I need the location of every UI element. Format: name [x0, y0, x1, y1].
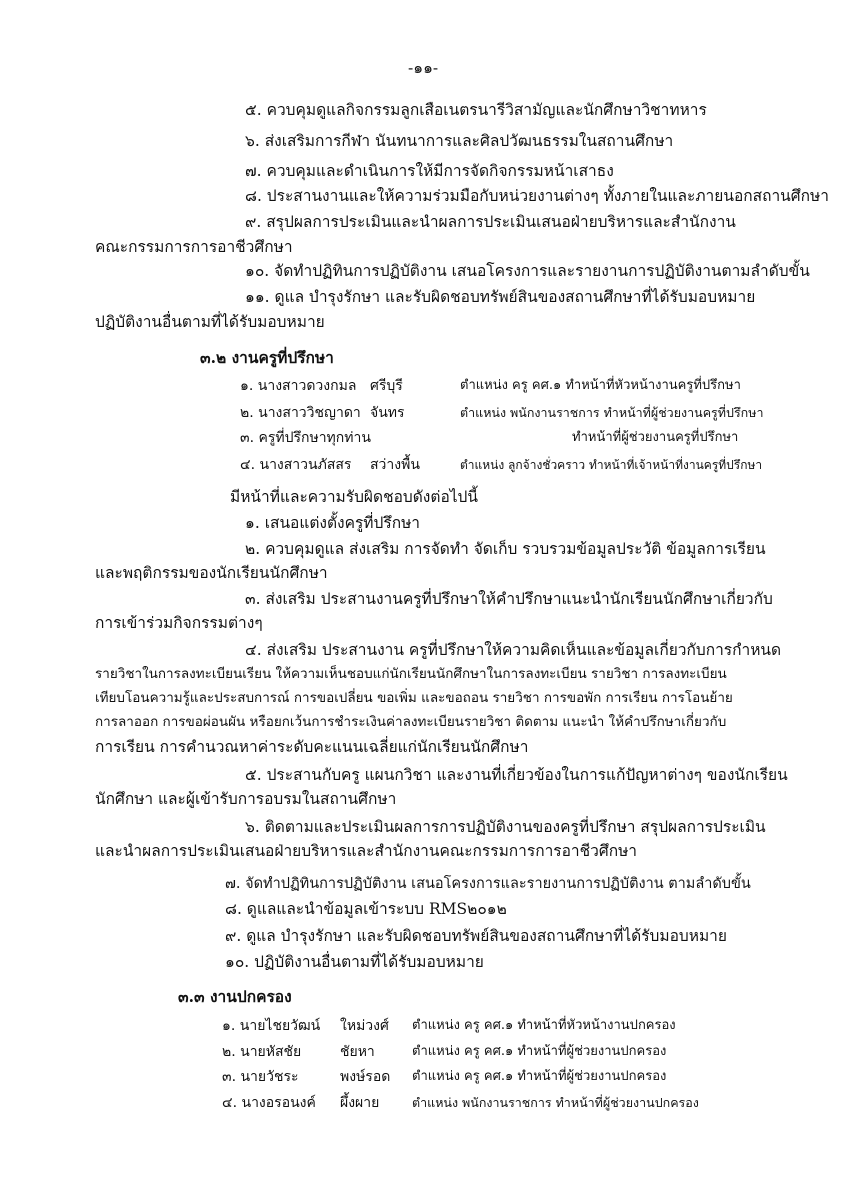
sec33-staff-1-role: ตำแหน่ง ครู คศ.๑ ทำหน้าที่หัวหน้างานปกครอง: [412, 1018, 676, 1033]
sec32-staff-4-name: ๔. นางสาวนภัสสร: [240, 457, 352, 473]
sec33-staff-4-name: ๔. นางอรอนงค์: [222, 1095, 316, 1111]
sec32-duty-1: ๑. เสนอแต่งตั้งครูที่ปรึกษา: [245, 514, 420, 532]
sec32-duties-intro: มีหน้าที่และความรับผิดชอบดังต่อไปนี้: [230, 488, 478, 506]
sec32-duty-6-cont: และนำผลการประเมินเสนอฝ่ายบริหารและสำนักงานคณะกรรมการการอาชีวศึกษา: [95, 842, 638, 860]
sec32-staff-1-surname: ศรีบุรี: [370, 378, 403, 394]
sec33-staff-2-surname: ชัยหา: [340, 1044, 375, 1060]
sec32-duty-3: ๓. ส่งเสริม ประสานงานครูที่ปรึกษาให้คำปรึกษาแนะนำนักเรียนนักศึกษาเกี่ยวกับ: [245, 590, 773, 608]
sec33-staff-3-name: ๓. นายวัชระ: [222, 1069, 299, 1085]
sec32-duty-6: ๖. ติดตามและประเมินผลการการปฏิบัติงานของครูที่ปรึกษา สรุปผลการประเมิน: [245, 818, 766, 836]
sec32-duty-8: ๘. ดูแลและนำข้อมูลเข้าระบบ RMS๒๐๑๒: [225, 900, 507, 918]
sec32-staff-3-name: ๓. ครูที่ปรึกษาทุกท่าน: [240, 430, 371, 446]
sec32-duty-2: ๒. ควบคุมดูแล ส่งเสริม การจัดทำ จัดเก็บ รวบรวมข้อมูลประวัติ ข้อมูลการเรียน: [245, 540, 766, 558]
sec33-staff-3-surname: พงษ์รอด: [340, 1069, 391, 1085]
sec32-staff-4-surname: สว่างพื้น: [370, 457, 420, 473]
sec1-item-5: ๕. ควบคุมดูแลกิจกรรมลูกเสือเนตรนารีวิสามัญและนักศึกษาวิชาทหาร: [245, 101, 707, 119]
sec32-staff-2-role: ตำแหน่ง พนักงานราชการ ทำหน้าที่ผู้ช่วยงานครูที่ปรึกษา: [460, 405, 764, 420]
sec32-duty-4-cont-1: รายวิชาในการลงทะเบียนเรียน ให้ความเห็นชอบแก่นักเรียนนักศึกษาในการลงทะเบียน รายวิชา การลงทะเบียน: [95, 666, 727, 682]
sec32-duty-2-cont: และพฤติกรรมของนักเรียนนักศึกษา: [95, 564, 328, 582]
sec33-title: ๓.๓ งานปกครอง: [178, 987, 292, 1006]
sec32-duty-5: ๕. ประสานกับครู แผนกวิชา และงานที่เกี่ยวข้องในการแก้ปัญหาต่างๆ ของนักเรียน: [245, 766, 788, 784]
sec32-staff-1-name: ๑. นางสาวดวงกมล: [240, 378, 357, 394]
sec33-staff-1-surname: ใหม่วงศ์: [340, 1018, 389, 1034]
sec32-duty-9: ๙. ดูแล บำรุงรักษา และรับผิดชอบทรัพย์สินของสถานศึกษาที่ได้รับมอบหมาย: [225, 927, 727, 945]
sec1-item-8: ๘. ประสานงานและให้ความร่วมมือกับหน่วยงานต่างๆ ทั้งภายในและภายนอกสถานศึกษา: [245, 187, 829, 205]
sec32-duty-4-cont-3: การลาออก การขอผ่อนผัน หรือยกเว้นการชำระเงินค่าลงทะเบียนรายวิชา ติดตาม แนะนำ ให้คำปรึกษาเกี่ยวกับ: [95, 714, 727, 730]
sec32-duty-10: ๑๐. ปฏิบัติงานอื่นตามที่ได้รับมอบหมาย: [225, 953, 484, 971]
sec1-item-9-cont: คณะกรรมการการอาชีวศึกษา: [95, 238, 293, 256]
sec32-staff-4-role: ตำแหน่ง ลูกจ้างชั่วคราว ทำหน้าที่เจ้าหน้าที่งานครูที่ปรึกษา: [460, 458, 763, 472]
sec33-staff-2-role: ตำแหน่ง ครู คศ.๑ ทำหน้าที่ผู้ช่วยงานปกครอง: [412, 1044, 667, 1059]
sec33-staff-4-role: ตำแหน่ง พนักงานราชการ ทำหน้าที่ผู้ช่วยงานปกครอง: [412, 1095, 699, 1110]
sec32-duty-4: ๔. ส่งเสริม ประสานงาน ครูที่ปรึกษาให้ความคิดเห็นและข้อมูลเกี่ยวกับการกำหนด: [245, 641, 782, 659]
sec33-staff-3-role: ตำแหน่ง ครู คศ.๑ ทำหน้าที่ผู้ช่วยงานปกครอง: [412, 1069, 667, 1084]
sec1-item-9: ๙. สรุปผลการประเมินและนำผลการประเมินเสนอฝ่ายบริหารและสำนักงาน: [245, 213, 736, 231]
sec1-item-11: ๑๑. ดูแล บำรุงรักษา และรับผิดชอบทรัพย์สินของสถานศึกษาที่ได้รับมอบหมาย: [245, 288, 756, 306]
sec32-staff-2-surname: จันทร: [370, 405, 405, 421]
sec1-item-11-cont: ปฏิบัติงานอื่นตามที่ได้รับมอบหมาย: [95, 313, 325, 331]
sec33-staff-1-name: ๑. นายไชยวัฒน์: [222, 1018, 321, 1034]
page-number: -๑๑-: [408, 59, 439, 77]
sec32-duty-7: ๗. จัดทำปฏิทินการปฏิบัติงาน เสนอโครงการและรายงานการปฏิบัติงาน ตามลำดับขั้น: [225, 876, 751, 892]
sec32-staff-2-name: ๒. นางสาววิชญาดา: [240, 405, 361, 421]
sec32-duty-3-cont: การเข้าร่วมกิจกรรมต่างๆ: [95, 614, 263, 632]
sec32-title: ๓.๒ งานครูที่ปรึกษา: [200, 348, 334, 367]
sec33-staff-4-surname: ผึ้งผาย: [340, 1095, 380, 1111]
sec32-staff-3-role: ทำหน้าที่ผู้ช่วยงานครูที่ปรึกษา: [572, 430, 739, 445]
sec32-staff-1-role: ตำแหน่ง ครู คศ.๑ ทำหน้าที่หัวหน้างานครูที่ปรึกษา: [460, 378, 741, 393]
sec1-item-6: ๖. ส่งเสริมการกีฬา นันทนาการและศิลปวัฒนธรรมในสถานศึกษา: [245, 132, 674, 150]
sec33-staff-2-name: ๒. นายหัสชัย: [222, 1044, 302, 1060]
sec32-duty-4-cont-2: เทียบโอนความรู้และประสบการณ์ การขอเปลี่ยน ขอเพิ่ม และขอถอน รายวิชา การขอพัก การเรียน การโอนย้าย: [95, 690, 733, 706]
sec32-duty-4-cont-4: การเรียน การคำนวณหาค่าระดับคะแนนเฉลี่ยแก่นักเรียนนักศึกษา: [95, 738, 529, 756]
sec1-item-10: ๑๐. จัดทำปฏิทินการปฏิบัติงาน เสนอโครงการและรายงานการปฏิบัติงานตามลำดับขั้น: [245, 262, 810, 280]
sec32-duty-5-cont: นักศึกษา และผู้เข้ารับการอบรมในสถานศึกษา: [95, 790, 397, 808]
sec1-item-7: ๗. ควบคุมและดำเนินการให้มีการจัดกิจกรรมหน้าเสาธง: [245, 162, 614, 180]
